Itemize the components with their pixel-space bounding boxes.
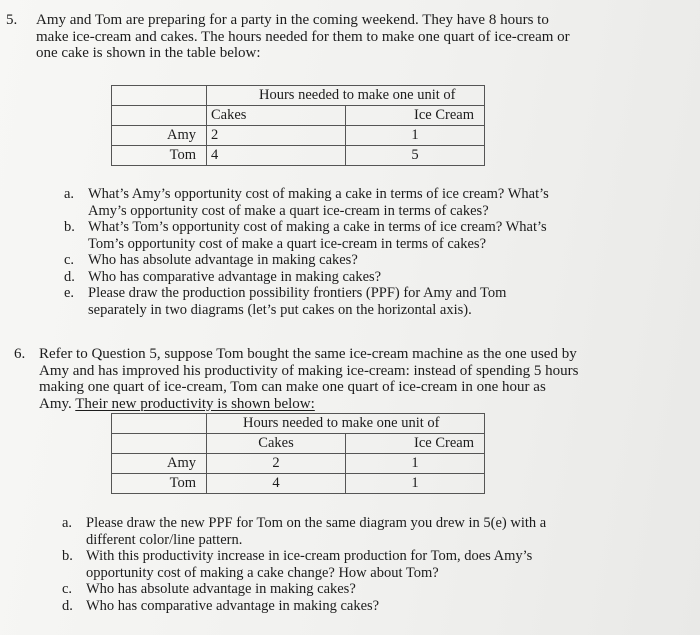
table-row bbox=[112, 454, 485, 474]
item-marker: c. bbox=[62, 581, 73, 597]
question-6-line: Refer to Question 5, suppose Tom bought the same ice-cream machine as the one used by bbox=[39, 346, 577, 362]
table-subheader-row bbox=[112, 434, 485, 454]
table-empty-cell bbox=[112, 86, 207, 106]
list-item bbox=[62, 515, 682, 548]
table-empty-cell bbox=[112, 106, 207, 126]
question-6-number: 6. bbox=[14, 346, 26, 362]
table-header-top: Hours needed to make one unit of bbox=[207, 414, 485, 434]
question-6-text bbox=[39, 346, 578, 412]
table-row bbox=[112, 146, 485, 166]
q6-sub-questions bbox=[62, 515, 682, 614]
table-cell-cakes: 2 bbox=[207, 126, 346, 146]
table-col-ice-cream: Ice Cream bbox=[346, 106, 485, 126]
q6-hours-table bbox=[111, 413, 485, 494]
table-cell-cakes: 2 bbox=[207, 454, 346, 474]
question-6 bbox=[14, 346, 694, 414]
item-line: Please draw the new PPF for Tom on the same diagram you drew in 5(e) with a bbox=[86, 515, 547, 531]
item-marker: b. bbox=[64, 219, 75, 235]
table-empty-cell bbox=[112, 414, 207, 434]
item-line: opportunity cost of making a cake change? How about Tom? bbox=[86, 564, 439, 581]
list-item bbox=[64, 219, 684, 252]
item-marker: d. bbox=[62, 597, 73, 614]
table-col-cakes: Cakes bbox=[207, 106, 346, 126]
table-cell-ice: 1 bbox=[346, 126, 485, 146]
item-line: different color/line pattern. bbox=[86, 531, 243, 548]
item-marker: c. bbox=[64, 252, 75, 268]
item-line: Who has comparative advantage in making cakes? bbox=[88, 268, 382, 285]
table-header-top: Hours needed to make one unit of bbox=[207, 86, 485, 106]
question-6-line-start: Amy. bbox=[39, 395, 76, 412]
question-5 bbox=[6, 12, 686, 64]
table-empty-cell bbox=[112, 434, 207, 454]
question-6-line bbox=[39, 396, 578, 413]
question-5-text bbox=[36, 12, 570, 62]
table-header-row bbox=[112, 414, 485, 434]
item-line: With this productivity increase in ice-cream production for Tom, does Amy’s bbox=[86, 548, 533, 564]
table-col-ice-cream: Ice Cream bbox=[346, 434, 485, 454]
table-cell-cakes: 4 bbox=[207, 474, 346, 494]
item-line: Who has absolute advantage in making cakes? bbox=[86, 581, 356, 597]
item-marker: a. bbox=[64, 186, 75, 202]
item-line: separately in two diagrams (let’s put cakes on the horizontal axis). bbox=[88, 301, 472, 318]
question-5-line: one cake is shown in the table below: bbox=[36, 45, 261, 61]
item-line: Tom’s opportunity cost of make a quart ice-cream in terms of cakes? bbox=[88, 235, 486, 252]
question-5-line: make ice-cream and cakes. The hours needed for them to make one quart of ice-cream or bbox=[36, 28, 570, 45]
table-col-cakes: Cakes bbox=[207, 434, 346, 454]
list-item bbox=[64, 269, 684, 286]
table-header-row bbox=[112, 86, 485, 106]
item-line: Who has comparative advantage in making cakes? bbox=[86, 597, 380, 614]
list-item bbox=[62, 598, 682, 615]
question-5-line: Amy and Tom are preparing for a party in the coming weekend. They have 8 hours to bbox=[36, 12, 549, 28]
item-line: Who has absolute advantage in making cakes? bbox=[88, 252, 358, 268]
table-subheader-row bbox=[112, 106, 485, 126]
item-marker: d. bbox=[64, 268, 75, 285]
item-marker: e. bbox=[64, 285, 75, 301]
list-item bbox=[64, 285, 684, 318]
question-5-number: 5. bbox=[6, 12, 18, 28]
table-cell-ice: 5 bbox=[346, 146, 485, 166]
item-marker: a. bbox=[62, 515, 73, 531]
q5-sub-questions bbox=[64, 186, 684, 318]
list-item bbox=[64, 186, 684, 219]
list-item bbox=[64, 252, 684, 269]
item-line: Please draw the production possibility frontiers (PPF) for Amy and Tom bbox=[88, 285, 507, 301]
table-cell-ice: 1 bbox=[346, 474, 485, 494]
item-line: Amy’s opportunity cost of make a quart ice-cream in terms of cakes? bbox=[88, 202, 489, 219]
item-line: What’s Amy’s opportunity cost of making a cake in terms of ice cream? What’s bbox=[88, 186, 549, 202]
question-6-line: making one quart of ice-cream, Tom can make one quart of ice-cream in one hour as bbox=[39, 379, 546, 395]
table-cell-cakes: 4 bbox=[207, 146, 346, 166]
list-item bbox=[62, 548, 682, 581]
table-row bbox=[112, 474, 485, 494]
table-row-name: Tom bbox=[112, 474, 207, 494]
table-row bbox=[112, 126, 485, 146]
list-item bbox=[62, 581, 682, 598]
item-marker: b. bbox=[62, 548, 73, 564]
table-row-name: Amy bbox=[112, 454, 207, 474]
question-6-line: Amy and has improved his productivity of making ice-cream: instead of spending 5 hours bbox=[39, 362, 579, 379]
q5-hours-table bbox=[111, 85, 485, 166]
question-6-line-underlined: Their new productivity is shown below: bbox=[75, 395, 315, 412]
table-cell-ice: 1 bbox=[346, 454, 485, 474]
table-row-name: Tom bbox=[112, 146, 207, 166]
item-line: What’s Tom’s opportunity cost of making a cake in terms of ice cream? What’s bbox=[88, 219, 547, 235]
table-row-name: Amy bbox=[112, 126, 207, 146]
